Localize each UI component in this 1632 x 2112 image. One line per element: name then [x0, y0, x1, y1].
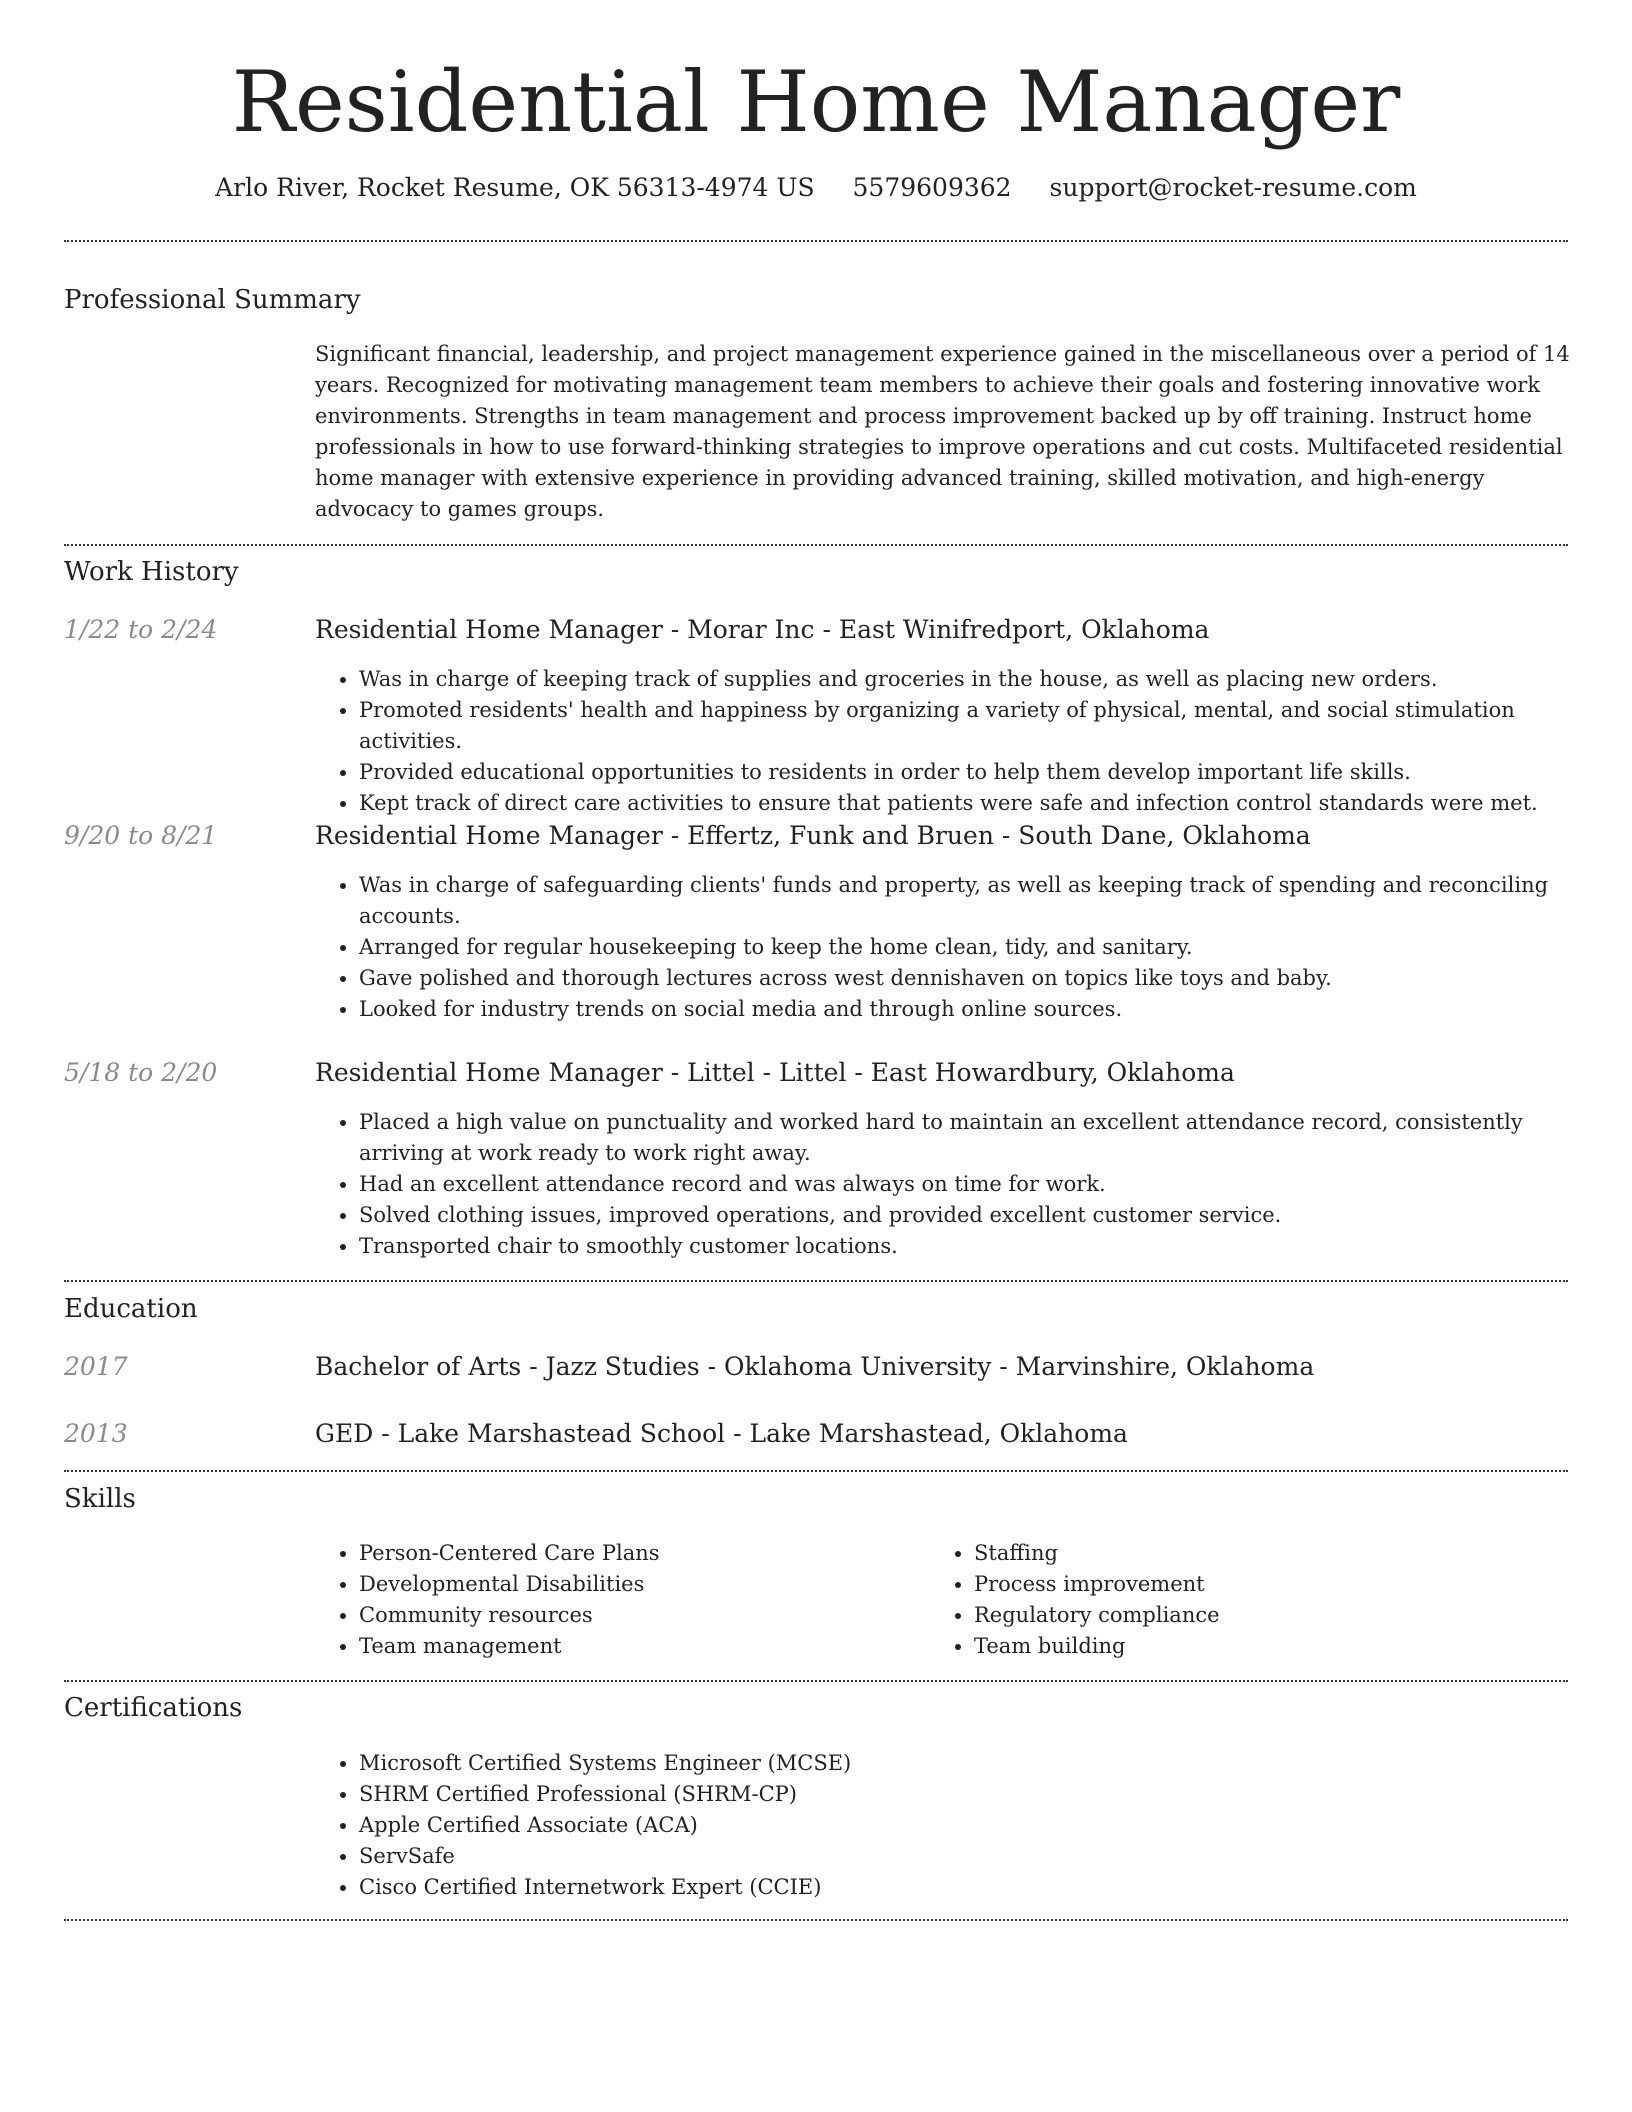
- list-item: • Kept track of direct care activities to ensure that patients were safe and infection control standards were met.: [359, 788, 1573, 819]
- job-dates: 5/18 to 2/20: [64, 1058, 218, 1087]
- skills-list-left: [315, 1538, 930, 1662]
- divider: [64, 1680, 1568, 1682]
- job-bullets: [315, 1107, 1573, 1262]
- section-heading-summary: Professional Summary: [64, 285, 361, 315]
- list-item: • Apple Certified Associate (ACA): [359, 1810, 1573, 1841]
- divider: [64, 544, 1568, 546]
- job-dates: 1/22 to 2/24: [64, 615, 218, 644]
- list-item: • Solved clothing issues, improved operations, and provided excellent customer service.: [359, 1200, 1573, 1231]
- list-item: • Gave polished and thorough lectures across west dennishaven on topics like toys and baby.: [359, 963, 1573, 994]
- list-item: • Looked for industry trends on social media and through online sources.: [359, 994, 1573, 1025]
- job-bullets: [315, 870, 1573, 1025]
- divider: [64, 1919, 1568, 1921]
- list-item: • Microsoft Certified Systems Engineer (MCSE): [359, 1748, 1573, 1779]
- list-item: • Transported chair to smoothly customer locations.: [359, 1231, 1573, 1262]
- list-item: • Cisco Certified Internetwork Expert (CCIE): [359, 1872, 1573, 1903]
- job-title: Residential Home Manager - Littel - Littel - East Howardbury, Oklahoma: [315, 1058, 1235, 1087]
- summary-text: Significant financial, leadership, and project management experience gained in the miscellaneous over a period of 14 years. Recognized for motivating management team members to achieve their goals and fostering innovative work environments. Strengths in team management and process improvement backed up by off training. Instruct home professionals in how to use forward-thinking strategies to improve operations and cut costs. Multifaceted residential home manager with extensive experience in providing advanced training, skilled motivation, and high-energy advocacy to games groups.: [315, 342, 1570, 521]
- list-item: • Team management: [359, 1631, 930, 1662]
- list-item: • Community resources: [359, 1600, 930, 1631]
- list-item: • Process improvement: [974, 1569, 1545, 1600]
- section-heading-work: Work History: [64, 557, 239, 587]
- job-title: Residential Home Manager - Effertz, Funk and Bruen - South Dane, Oklahoma: [315, 821, 1311, 850]
- section-heading-skills: Skills: [64, 1484, 136, 1514]
- list-item: • Was in charge of safeguarding clients' funds and property, as well as keeping track of spending and reconciling accounts.: [359, 870, 1573, 932]
- list-item: • Promoted residents' health and happiness by organizing a variety of physical, mental, and social stimulation activities.: [359, 695, 1573, 757]
- contact-phone: 5579609362: [852, 173, 1012, 202]
- list-item: • Person-Centered Care Plans: [359, 1538, 930, 1569]
- education-year: 2013: [64, 1419, 128, 1448]
- list-item: • SHRM Certified Professional (SHRM-CP): [359, 1779, 1573, 1810]
- list-item: • Was in charge of keeping track of supplies and groceries in the house, as well as placing new orders.: [359, 664, 1573, 695]
- list-item: • Team building: [974, 1631, 1545, 1662]
- list-item: • Arranged for regular housekeeping to keep the home clean, tidy, and sanitary.: [359, 932, 1573, 963]
- education-year: 2017: [64, 1352, 128, 1381]
- divider: [64, 1470, 1568, 1472]
- skills-list-right: [930, 1538, 1545, 1662]
- resume-title: Residential Home Manager: [231, 53, 1401, 151]
- divider: [64, 240, 1568, 242]
- contact-email: support@rocket-resume.com: [1049, 173, 1417, 202]
- list-item: • Had an excellent attendance record and was always on time for work.: [359, 1169, 1573, 1200]
- section-heading-certifications: Certifications: [64, 1693, 243, 1723]
- education-title: Bachelor of Arts - Jazz Studies - Oklahoma University - Marvinshire, Oklahoma: [315, 1352, 1315, 1381]
- list-item: • Regulatory compliance: [974, 1600, 1545, 1631]
- job-bullets: [315, 664, 1573, 819]
- certifications-list: [315, 1748, 1573, 1903]
- list-item: • Developmental Disabilities: [359, 1569, 930, 1600]
- job-title: Residential Home Manager - Morar Inc - East Winifredport, Oklahoma: [315, 615, 1210, 644]
- job-dates: 9/20 to 8/21: [64, 821, 218, 850]
- divider: [64, 1280, 1568, 1282]
- section-heading-education: Education: [64, 1294, 198, 1324]
- list-item: • Placed a high value on punctuality and worked hard to maintain an excellent attendance record, consistently arriving at work ready to work right away.: [359, 1107, 1573, 1169]
- education-title: GED - Lake Marshastead School - Lake Marshastead, Oklahoma: [315, 1419, 1128, 1448]
- list-item: • Provided educational opportunities to residents in order to help them develop important life skills.: [359, 757, 1573, 788]
- list-item: • ServSafe: [359, 1841, 1573, 1872]
- list-item: • Staffing: [974, 1538, 1545, 1569]
- contact-line: [64, 168, 1568, 208]
- contact-address: Arlo River, Rocket Resume, OK 56313-4974 US: [215, 173, 815, 202]
